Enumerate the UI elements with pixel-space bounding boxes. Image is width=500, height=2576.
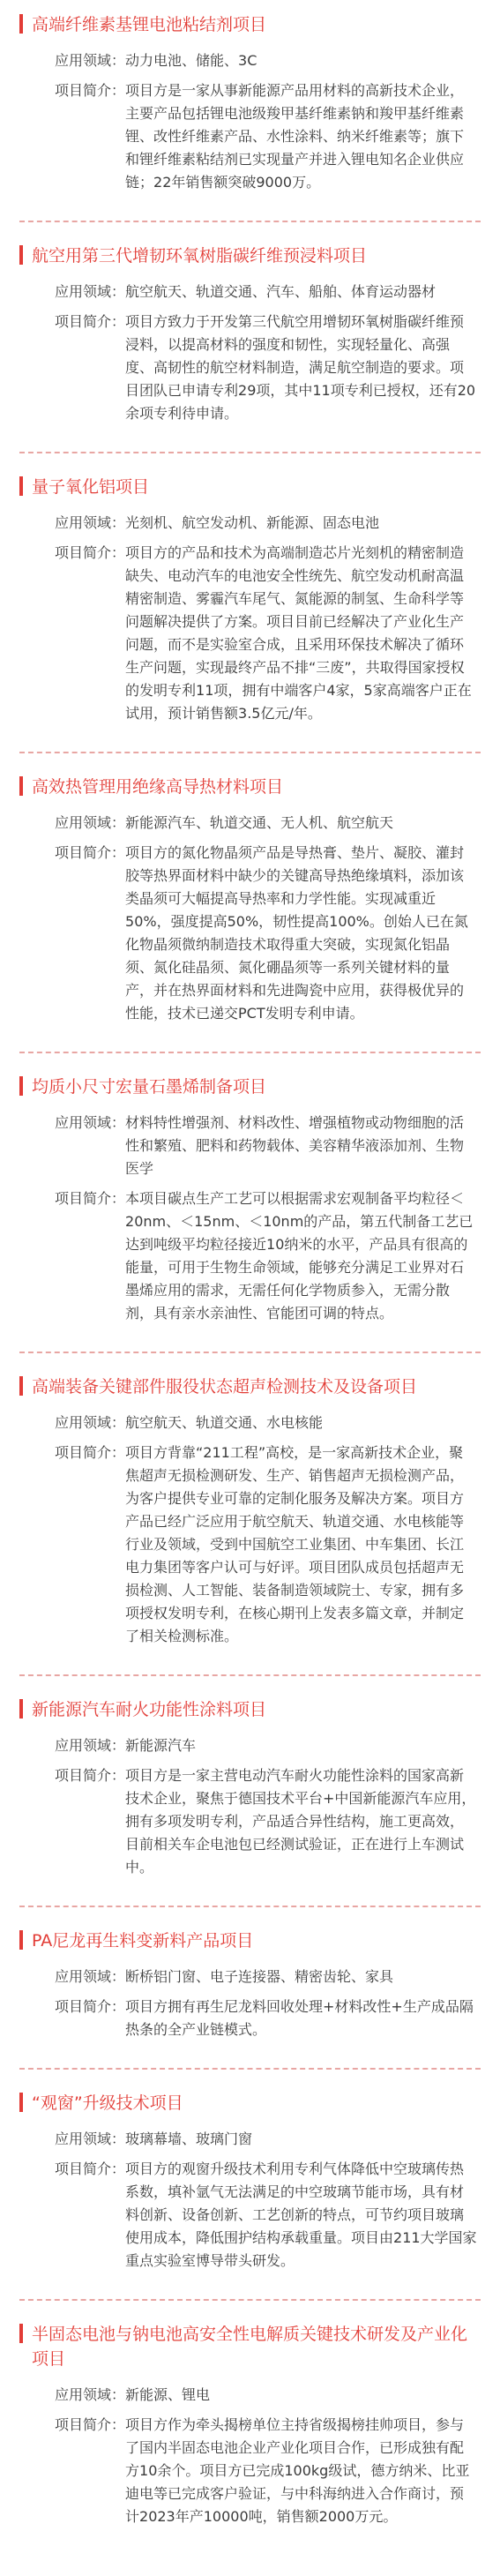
project-title: PA尼龙再生料变新料产品项目 (32, 1931, 254, 1951)
application-row (0, 1412, 500, 1434)
intro-value: 项目方拥有再生尼龙料回收处理+材料改性+生产成品隔热条的全产业链模式。 (125, 1998, 474, 2038)
intro-value: 项目方的观窗升级技术利用专利气体降低中空玻璃传热系数，填补氩气无法满足的中空玻璃节能市场，具有材料创新、设备创新、工艺创新的特点，可节约项目玻璃使用成本，降低围护结构承载重量。项目由211大学国家重点实验室博导带头研发。 (125, 2160, 477, 2269)
application-value: 断桥铝门窗、电子连接器、精密齿轮、家具 (125, 1968, 394, 1985)
project-title-row (0, 2091, 500, 2115)
application-label: 应用领域： (55, 814, 126, 831)
project-title-row (0, 775, 500, 799)
project-title: 高端纤维素基锂电池粘结剂项目 (32, 15, 267, 34)
project-title-row (0, 12, 500, 37)
intro-label: 项目简介： (55, 544, 126, 561)
dashed-divider (19, 2068, 481, 2070)
project-title: 量子氧化铝项目 (32, 477, 150, 497)
dashed-divider (19, 2299, 481, 2301)
title-accent-bar (19, 1076, 23, 1096)
title-accent-bar (19, 14, 23, 34)
intro-label: 项目简介： (55, 1998, 126, 2015)
dashed-divider (19, 452, 481, 453)
intro-label: 项目简介： (55, 82, 126, 99)
title-accent-bar (19, 245, 23, 265)
application-value: 航空航天、轨道交通、水电核能 (125, 1414, 324, 1431)
project-card (0, 0, 500, 206)
application-row (0, 1112, 500, 1180)
application-label: 应用领域： (55, 2130, 126, 2147)
intro-value: 项目方是一家主营电动汽车耐火功能性涂料的国家高新技术企业，聚焦于德国技术平台+中国新能源汽车应用，拥有多项发明专利，产品适合异性结构，施工更高效，目前相关车企电池包已经测试验证，正在进行上车测试中。 (125, 1767, 476, 1876)
application-row (0, 281, 500, 303)
intro-row (0, 2414, 500, 2528)
application-label: 应用领域： (55, 283, 126, 300)
project-title: 均质小尺寸宏量石墨烯制备项目 (32, 1077, 267, 1097)
intro-label: 项目简介： (55, 1444, 126, 1461)
application-row (0, 1734, 500, 1757)
application-row (0, 512, 500, 535)
dashed-divider (19, 1052, 481, 1053)
application-label: 应用领域： (55, 1414, 126, 1431)
title-accent-bar (19, 476, 23, 496)
application-value: 新能源、锂电 (125, 2386, 211, 2403)
title-accent-bar (19, 776, 23, 796)
title-accent-bar (19, 2324, 23, 2343)
intro-value: 项目方的产品和技术为高端制造芯片光刻机的精密制造缺失、电动汽车的电池安全性统先、航空发动机耐高温精密制造、雾霾汽车尾气、氮能源的制氢、生命科学等问题解决提供了方案。项目目前已经解决了产业化生产问题，而不是实验室合成，且采用环保技术解决了循环生产问题，实现最终产品不排“三废”，共取得国家授权的发明专利11项，拥有中端客户4家，5家高端客户正在试用，预计销售额3.5亿元/年。 (125, 544, 472, 722)
intro-value: 项目方是一家从事新能源产品用材料的高新技术企业，主要产品包括锂电池级羧甲基纤维素钠和羧甲基纤维素锂、改性纤维素产品、水性涂料、纳米纤维素等；旗下和锂纤维素粘结剂已实现量产并进入锂电知名企业供应链；22年销售额突破9000万。 (125, 82, 465, 191)
project-card (0, 1362, 500, 1660)
application-row (0, 2128, 500, 2151)
application-value: 动力电池、储能、3C (125, 52, 257, 69)
project-card (0, 231, 500, 438)
application-value: 材料特性增强剂、材料改性、增强植物或动物细胞的活性和繁殖、肥料和药物载体、美容精华液添加剂、生物医学 (125, 1114, 465, 1177)
application-label: 应用领域： (55, 1114, 126, 1131)
project-title-row (0, 1374, 500, 1399)
title-accent-bar (19, 1930, 23, 1950)
project-title: 航空用第三代增韧环氧树脂碳纤维预浸料项目 (32, 246, 368, 266)
project-card (0, 2310, 500, 2541)
intro-label: 项目简介： (55, 2416, 126, 2433)
intro-row (0, 542, 500, 725)
dashed-divider (19, 752, 481, 753)
application-value: 航空航天、轨道交通、汽车、船舶、体育运动器材 (125, 283, 437, 300)
intro-row (0, 1764, 500, 1879)
dashed-divider (19, 221, 481, 222)
dashed-divider (19, 1674, 481, 1676)
title-accent-bar (19, 1376, 23, 1396)
intro-value: 项目方作为牵头揭榜单位主持省级揭榜挂帅项目，参与了国内半固态电池企业产业化项目合作，已形成独有配方10余个。项目方已完成100kg级试，德方纳米、比亚迪电等已完成客户验证，与中科海纳进入合作商讨，预计2023年产10000吨，销售额2000万元。 (125, 2416, 470, 2525)
intro-label: 项目简介： (55, 844, 126, 861)
application-row (0, 49, 500, 72)
project-title: 半固态电池与钠电池高安全性电解质关键技术研发及产业化项目 (32, 2325, 468, 2369)
intro-row (0, 842, 500, 1025)
title-accent-bar (19, 1699, 23, 1719)
application-label: 应用领域： (55, 1737, 126, 1754)
project-card (0, 762, 500, 1037)
application-row (0, 1966, 500, 1988)
project-title-row (0, 475, 500, 499)
application-label: 应用领域： (55, 1968, 126, 1985)
intro-row (0, 2158, 500, 2273)
project-title-row (0, 2322, 500, 2371)
intro-value: 项目方的氮化物晶须产品是导热膏、垫片、凝胶、灌封胶等热界面材料中缺少的关键高导热绝缘填料，添加该类晶须可大幅提高导热率和力学性能。实现减重近50%，强度提高50%，韧性提高100%。创始人已在氮化物晶须微纳制造技术取得重大突破，实现氮化铝晶须、氮化硅晶须、氮化硼晶须等一系列关键材料的量产，并在热界面材料和先进陶瓷中应用，获得极优异的性能，技术已递交PCT发明专利申请。 (125, 844, 468, 1022)
project-title-row (0, 1928, 500, 1953)
project-card (0, 1685, 500, 1891)
application-value: 新能源汽车 (125, 1737, 197, 1754)
intro-row (0, 311, 500, 425)
intro-value: 项目方致力于开发第三代航空用增韧环氧树脂碳纤维预浸料，以提高材料的强度和韧性，实现轻量化、高强度、高韧性的航空材料制造，满足航空制造的要求。项目团队已申请专利29项，其中11项专利已授权，还有20余项专利待申请。 (125, 313, 476, 422)
project-title: 高效热管理用绝缘高导热材料项目 (32, 777, 284, 797)
project-card (0, 1062, 500, 1337)
project-title-row (0, 243, 500, 268)
intro-label: 项目简介： (55, 313, 126, 330)
project-title: 高端装备关键部件服役状态超声检测技术及设备项目 (32, 1377, 418, 1397)
dashed-divider (19, 1352, 481, 1353)
project-title-row (0, 1075, 500, 1099)
intro-row (0, 1996, 500, 2041)
intro-value: 项目方背靠“211工程”高校，是一家高新技术企业，聚焦超声无损检测研发、生产、销售超声无损检测产品，为客户提供专业可靠的定制化服务及解决方案。项目方产品已经广泛应用于航空航天、轨道交通、水电核能等行业及领域，受到中国航空工业集团、中车集团、长江电力集团等客户认可与好评。项目团队成员包括超声无损检测、人工智能、装备制造领域院士、专家，拥有多项授权发明专利，在核心期刊上发表多篇文章，并制定了相关检测标准。 (125, 1444, 465, 1644)
intro-row (0, 1442, 500, 1648)
intro-row (0, 1187, 500, 1325)
title-accent-bar (19, 2093, 23, 2112)
application-label: 应用领域： (55, 2386, 126, 2403)
intro-label: 项目简介： (55, 1767, 126, 1784)
application-row (0, 2384, 500, 2407)
project-card (0, 462, 500, 738)
intro-value: 本项目碳点生产工艺可以根据需求宏观制备平均粒径＜20nm、＜15nm、＜10nm的产品，第五代制备工艺已达到吨级平均粒径接近10纳米的水平，产品具有很高的能量，可用于生物生命领域，能够充分满足工业界对石墨烯应用的需求，无需任何化学物质参入，无需分散剂，具有亲水亲油性、官能团可调的特点。 (125, 1190, 474, 1322)
application-value: 玻璃幕墙、玻璃门窗 (125, 2130, 253, 2147)
application-value: 光刻机、航空发动机、新能源、固态电池 (125, 514, 380, 531)
project-title: 新能源汽车耐火功能性涂料项目 (32, 1700, 267, 1719)
dashed-divider (19, 1906, 481, 1907)
application-label: 应用领域： (55, 514, 126, 531)
project-title: “观窗”升级技术项目 (32, 2093, 183, 2113)
application-value: 新能源汽车、轨道交通、无人机、航空航天 (125, 814, 394, 831)
project-card (0, 1916, 500, 2054)
project-card (0, 2078, 500, 2285)
intro-label: 项目简介： (55, 1190, 126, 1207)
intro-label: 项目简介： (55, 2160, 126, 2177)
project-title-row (0, 1697, 500, 1722)
application-label: 应用领域： (55, 52, 126, 69)
intro-row (0, 79, 500, 194)
application-row (0, 812, 500, 835)
